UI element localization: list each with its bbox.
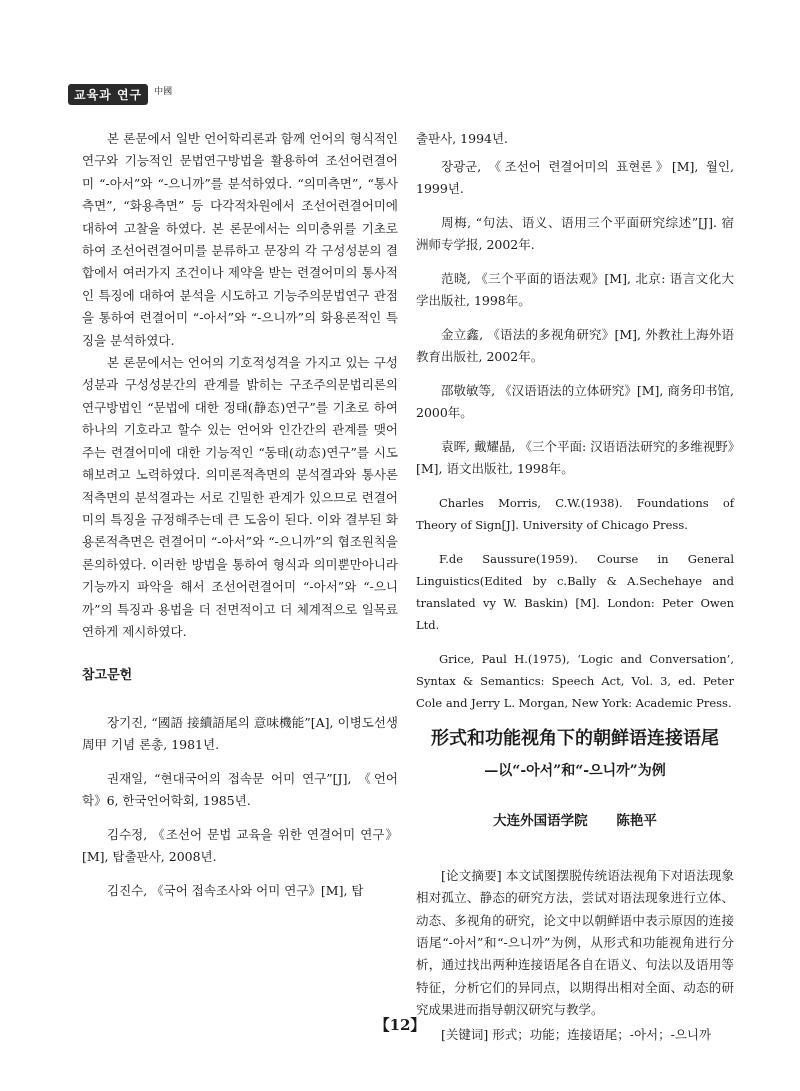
- reference-item: 邵敬敏等, 《汉语语法的立体研究》[M], 商务印书馆, 2000年。: [416, 383, 734, 420]
- author-affiliation: 大连外国语学院: [493, 813, 588, 830]
- reference-item-en: Grice, Paul H.(1975), ‘Logic and Conversation’, Syntax & Semantics: Speech Act, Vol. 3, ed. Peter Cole and Jerry L. Morgan, New York: Academic Press.: [416, 652, 734, 710]
- page-number: 【12】: [374, 1016, 426, 1034]
- reference-item: 권재일, “현대국어의 접속문 어미 연구”[J], 《언어학》6, 한국언어학회, 1985년.: [82, 770, 398, 808]
- reference-item: 장기진, “國語 接續語尾의 意味機能”[A], 이병도선생 周甲 기념 론총, 1981년.: [82, 714, 398, 752]
- reference-item-en: F.de Saussure(1959). Course in General Linguistics(Edited by c.Bally & A.Sechehaye and translated vy W. Baskin) [M]. London: Peter Owen Ltd.: [416, 552, 734, 632]
- journal-badge: 교육과 연구: [68, 84, 148, 105]
- reference-item: 김수정, 《조선어 문법 교육을 위한 연결어미 연구》[M], 탑출판사, 2008년.: [82, 826, 398, 864]
- journal-mark: 中國: [154, 87, 173, 97]
- reference-item: 金立鑫, 《语法的多视角研究》[M], 外教社上海外语教育出版社, 2002年。: [416, 327, 734, 364]
- author-line: [416, 810, 734, 832]
- reference-item: 袁晖, 戴耀晶, 《三个平面: 汉语语法研究的多维视野》[M], 语文出版社, 1998年。: [416, 439, 734, 476]
- reference-item: 출판사, 1994년.: [416, 131, 509, 146]
- article-title: 形式和功能视角下的朝鲜语连接语尾: [431, 728, 719, 749]
- summary-paragraph-2: 본 론문에서는 언어의 기호적성격을 가지고 있는 구성성분과 구성성분간의 관계를 밝히는 구조주의문법리론의 연구방법인 “문법에 대한 정태(静态)연구”를 기초로 하여 하나의 기호라고 할수 있는 언어와 인간간의 관계를 맺어주는 련결어미에 대한 기능적인 “동태(动态)연구”를 시도해보려고 노력하였다. 의미론적측면의 분석결과와 통사론적측면의 분석결과는 서로 긴밀한 관계가 있으므로 련결어미의 특징을 규정해주는데 큰 도움이 된다. 이와 결부된 화용론적측면은 련결어미 “-아서”와 “-으니까”의 협조원칙을 론의하였다. 이러한 방법을 통하여 형식과 의미뿐만아니라 기능까지 파악을 해서 조선어련결어미 “-아서”와 “-으니까”의 특징과 용법을 더 전면적이고 더 체계적으로 일목료연하게 제시하였다.: [82, 355, 398, 639]
- left-column: [82, 128, 398, 914]
- right-column: [416, 128, 734, 1046]
- author-name: 陈艳平: [616, 813, 657, 830]
- article-keywords: [关键词] 形式；功能；连接语尾；-아서；-으니까: [441, 1026, 712, 1042]
- reference-item: 장광군, 《조선어 련결어미의 표현론》[M], 월인, 1999년.: [416, 159, 734, 196]
- reference-item: 范晓, 《三个平面的语法观》[M], 北京: 语言文化大学出版社, 1998年。: [416, 271, 734, 308]
- article-subtitle: —以“-아서”和“-으니까”为例: [484, 763, 666, 779]
- reference-item: 김진수, 《국어 접속조사와 어미 연구》[M], 탑: [107, 882, 364, 898]
- references-heading: 참고문헌: [82, 668, 133, 684]
- journal-header: [68, 84, 172, 105]
- article-abstract: [论文摘要] 本文试图摆脱传统语法视角下对语法现象相对孤立、静态的研究方法，尝试对语法现象进行立体、动态、多视角的研究，论文中以朝鲜语中表示原因的连接语尾“-아서”和“-으니까”为例，从形式和功能视角进行分析，通过找出两种连接语尾各自在语义、句法以及语用等特征，分析它们的异同点，以期得出相对全面、动态的研究成果进而指导朝汉研究与教学。: [416, 867, 734, 1018]
- reference-item-en: Charles Morris, C.W.(1938). Foundations of Theory of Sign[J]. University of Chicago Press.: [416, 496, 734, 532]
- summary-paragraph-1: 본 론문에서 일반 언어학리론과 함께 언어의 형식적인 연구와 기능적인 문법연구방법을 활용하여 조선어련결어미 “-아서”와 “-으니까”를 분석하였다. “의미측면”, “통사측면”, “화용측면” 등 다각적차원에서 조선어련결어미에 대하여 고찰을 하였다. 본 론문에서는 의미층위를 기초로 하여 조선어련결어미를 분류하고 문장의 각 구성성분의 결합에서 여러가지 조건이나 제약을 받는 련결어미의 통사적인 특징에 대하여 분석을 시도하고 기능주의문법연구 관점을 통하여 련결어미 “-아서”와 “-으니까”의 화용론적인 특징을 분석하였다.: [82, 131, 398, 348]
- reference-item: 周梅, “句法、语义、语用三个平面研究综述”[J]. 宿洲师专学报, 2002年.: [416, 215, 734, 252]
